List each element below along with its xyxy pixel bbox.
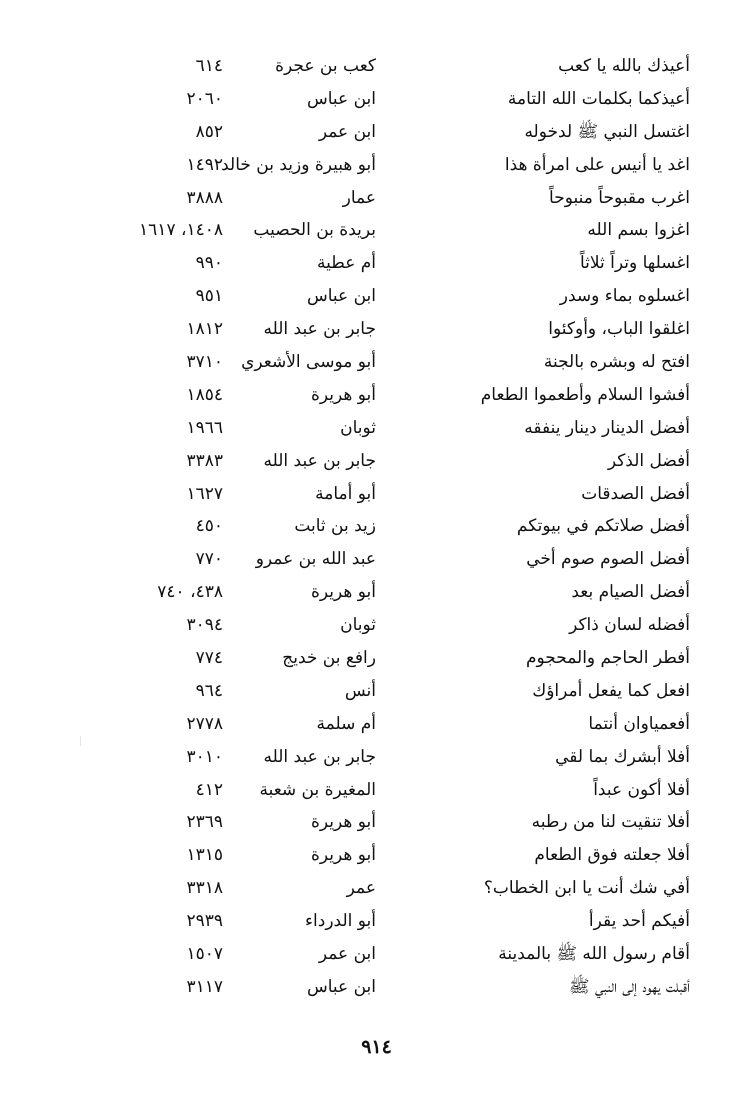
hadith-number: ٣٣٨٣: [186, 450, 223, 471]
hadith-number: ١٩٦٦: [186, 417, 223, 438]
narrator-name: أبو هريرة: [310, 845, 376, 866]
narrator-name: عمر: [346, 878, 376, 899]
hadith-phrase: أفلا جعلته فوق الطعام: [534, 845, 690, 866]
hadith-phrase: أعيذك بالله يا كعب: [558, 56, 690, 76]
table-row: [0, 905, 753, 938]
table-row: [0, 774, 753, 807]
table-row: [0, 938, 753, 971]
hadith-number: ٩٥١: [195, 286, 223, 307]
hadith-phrase: أقبلت يهود إلى النبي ﷺ: [569, 976, 690, 997]
hadith-number: ٣١١٧: [186, 976, 223, 997]
hadith-phrase: اغلقوا الباب، وأوكئوا: [548, 319, 690, 340]
hadith-number: ٣٣١٨: [186, 878, 223, 899]
hadith-phrase: اغتسل النبي ﷺ لدخوله: [524, 121, 690, 142]
hadith-number: ٣٨٨٨: [186, 187, 223, 208]
hadith-phrase: أفي شك أنت يا ابن الخطاب؟: [483, 878, 690, 899]
narrator-name: جابر بن عبد الله: [263, 319, 376, 340]
narrator-name: أبو أمامة: [315, 483, 376, 504]
table-row: [0, 379, 753, 412]
hadith-number: ١٨١٢: [186, 319, 223, 340]
table-row: [0, 280, 753, 313]
table-row: [0, 839, 753, 872]
hadith-number: ٢٩٣٩: [186, 911, 223, 932]
hadith-number: ١٦٢٧: [186, 483, 223, 504]
narrator-name: ابن عمر: [318, 121, 376, 142]
hadith-phrase: افتح له وبشره بالجنة: [543, 352, 690, 373]
hadith-number: ٧٧٠: [195, 549, 223, 570]
table-row: [0, 116, 753, 149]
narrator-name: بريدة بن الحصيب: [253, 220, 376, 241]
hadith-number: ١٥٠٧: [186, 944, 223, 965]
narrator-name: أبو هريرة: [310, 582, 376, 603]
table-row: [0, 741, 753, 774]
narrator-name: ثوبان: [340, 615, 376, 636]
hadith-number: ٤٥٠: [195, 516, 223, 537]
hadith-phrase: أقام رسول الله ﷺ بالمدينة: [498, 944, 690, 965]
table-row: [0, 247, 753, 280]
hadith-number: ٢٣٦٩: [186, 812, 223, 833]
table-row: [0, 182, 753, 215]
narrator-name: جابر بن عبد الله: [263, 746, 376, 767]
table-row: [0, 313, 753, 346]
narrator-name: ثوبان: [340, 417, 376, 438]
hadith-number: ٢٧٧٨: [186, 713, 223, 734]
hadith-phrase: أفضل الصوم صوم أخي: [526, 549, 690, 570]
hadith-phrase: اغسلوه بماء وسدر: [559, 286, 690, 307]
narrator-name: ابن عباس: [306, 88, 376, 109]
hadith-phrase: أفلا أبشرك بما لقي: [555, 746, 690, 767]
table-row: [0, 576, 753, 609]
narrator-name: عمار: [342, 187, 376, 208]
narrator-name: ابن عباس: [306, 286, 376, 307]
hadith-phrase: أفيكم أحد يقرأ: [588, 911, 690, 932]
hadith-number: ٣٠٩٤: [186, 615, 223, 636]
hadith-number: ١٤٩٢: [186, 154, 223, 175]
hadith-phrase: أفعمياوان أنتما: [588, 713, 690, 734]
hadith-number: ٨٥٢: [195, 121, 223, 142]
hadith-phrase: افعل كما يفعل أمراؤك: [532, 680, 690, 701]
table-row: [0, 510, 753, 543]
narrator-name: أم سلمة: [316, 713, 376, 734]
hadith-phrase: أفضل صلاتكم في بيوتكم: [516, 516, 690, 537]
hadith-number: ٤١٢: [195, 779, 223, 800]
hadith-phrase: أفضل الدينار دينار ينفقه: [524, 417, 690, 438]
narrator-name: أبو هبيرة وزيد بن خالد: [221, 154, 376, 175]
table-row: [0, 478, 753, 511]
hadith-phrase: أفضل الذكر: [607, 450, 690, 471]
table-row: [0, 872, 753, 905]
narrator-name: المغيرة بن شعبة: [259, 779, 376, 800]
hadith-number: ٦١٤: [195, 56, 223, 76]
hadith-phrase: أفضل الصدقات: [581, 483, 690, 504]
narrator-name: أنس: [344, 680, 376, 701]
hadith-phrase: أفشوا السلام وأطعموا الطعام: [480, 384, 690, 405]
narrator-name: ابن عمر: [318, 944, 376, 965]
hadith-phrase: أعيذكما بكلمات الله التامة: [507, 88, 690, 109]
hadith-phrase: أفطر الحاجم والمحجوم: [525, 648, 690, 669]
table-row: [0, 806, 753, 839]
hadith-number: ٩٦٤: [195, 680, 223, 701]
table-row: [0, 50, 753, 83]
hadith-phrase: اغزوا بسم الله: [587, 220, 690, 241]
table-row: [0, 412, 753, 445]
hadith-phrase: اغد يا أنيس على امرأة هذا: [504, 154, 690, 175]
hadith-index-table: [0, 50, 753, 1004]
hadith-number: ٤٣٨، ٧٤٠: [157, 582, 223, 603]
hadith-number: ٢٠٦٠: [186, 88, 223, 109]
narrator-name: أبو هريرة: [310, 812, 376, 833]
table-row: [0, 214, 753, 247]
hadith-phrase: أفلا أكون عبداً: [593, 779, 690, 800]
hadith-number: ١٨٥٤: [186, 384, 223, 405]
narrator-name: زيد بن ثابت: [294, 516, 376, 537]
hadith-number: ٣٧١٠: [186, 352, 223, 373]
table-row: [0, 971, 753, 1004]
table-row: [0, 708, 753, 741]
narrator-name: عبد الله بن عمرو: [255, 549, 376, 570]
hadith-number: ١٣١٥: [186, 845, 223, 866]
hadith-number: ٣٠١٠: [186, 746, 223, 767]
hadith-phrase: أفضله لسان ذاكر: [569, 615, 690, 636]
table-row: [0, 675, 753, 708]
table-row: [0, 149, 753, 182]
narrator-name: ابن عباس: [306, 976, 376, 997]
narrator-name: أبو هريرة: [310, 384, 376, 405]
table-row: [0, 642, 753, 675]
hadith-phrase: اغرب مقبوحاً منبوحاً: [549, 187, 690, 208]
narrator-name: كعب بن عجرة: [275, 56, 376, 76]
hadith-number: ٧٧٤: [195, 648, 223, 669]
hadith-phrase: أفضل الصيام بعد: [571, 582, 690, 603]
narrator-name: أم عطية: [317, 253, 376, 274]
page-number: ٩١٤: [361, 1036, 392, 1058]
hadith-phrase: اغسلها وتراً ثلاثاً: [579, 253, 690, 274]
narrator-name: رافع بن خديج: [282, 648, 376, 669]
hadith-number: ٩٩٠: [195, 253, 223, 274]
narrator-name: أبو الدرداء: [305, 911, 376, 932]
table-row: [0, 543, 753, 576]
hadith-phrase: أفلا تنقيت لنا من رطبه: [531, 812, 690, 833]
narrator-name: أبو موسى الأشعري: [241, 352, 376, 373]
table-row: [0, 609, 753, 642]
table-row: [0, 346, 753, 379]
hadith-number: ١٤٠٨، ١٦١٧: [139, 220, 223, 241]
scan-mark: [80, 736, 81, 746]
narrator-name: جابر بن عبد الله: [263, 450, 376, 471]
table-row: [0, 445, 753, 478]
table-row: [0, 83, 753, 116]
